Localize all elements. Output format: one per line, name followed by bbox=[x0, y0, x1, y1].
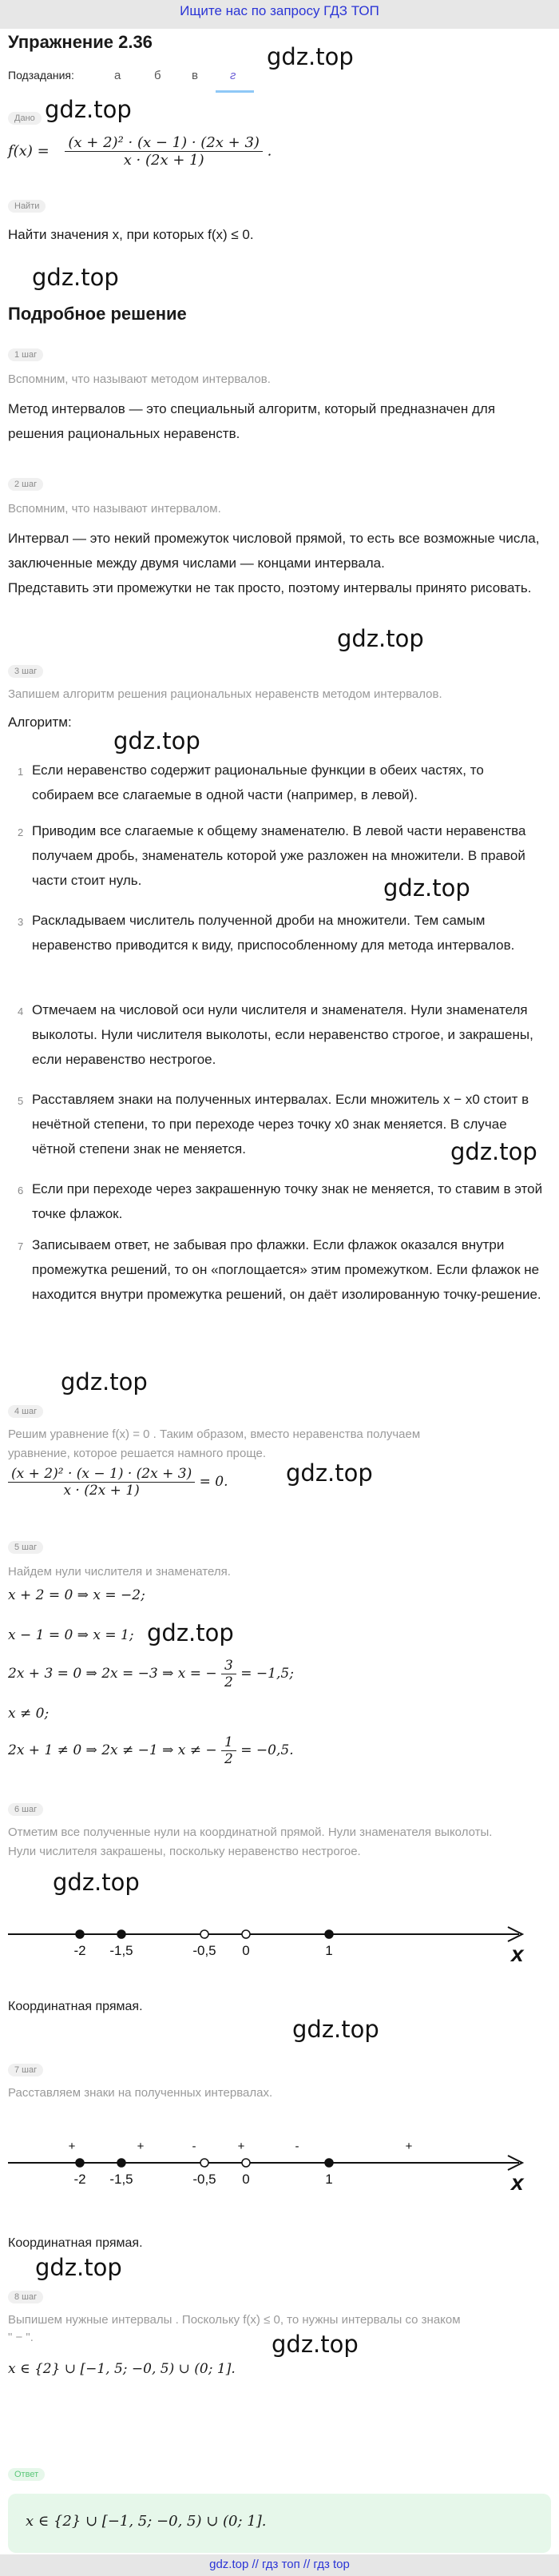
step-badge: 6 шаг bbox=[8, 1803, 43, 1816]
list-item: Раскладываем числитель полученной дроби на множители. Тем самым неравенство приводится к виду, приспособленному для метода интервалов. bbox=[32, 913, 515, 953]
given-end: . bbox=[267, 142, 272, 160]
tick-label: 1 bbox=[325, 1943, 333, 1958]
watermark: gdz.top bbox=[272, 2331, 359, 2358]
step-note: Выпишем нужные интервалы . Поскольку f(x) ≤ 0, то нужны интервалы со знаком bbox=[8, 2313, 461, 2327]
tab-b[interactable]: б bbox=[154, 69, 161, 82]
fraction-one-half bbox=[221, 1734, 236, 1767]
list-item: Если при переходе через закрашенную точку знак не меняется, то ставим в этой точке флажок. bbox=[32, 1181, 543, 1221]
find-text: Найти значения x, при которых f(x) ≤ 0. bbox=[8, 227, 254, 242]
watermark: gdz.top bbox=[113, 727, 200, 754]
page-title: Упражнение 2.36 bbox=[8, 32, 153, 52]
step-badge: 5 шаг bbox=[8, 1541, 43, 1554]
tab-a[interactable]: а bbox=[114, 69, 121, 82]
tab-v[interactable]: в bbox=[192, 69, 198, 82]
given-formula bbox=[8, 134, 272, 169]
watermark: gdz.top bbox=[45, 96, 132, 123]
step-badge: 8 шаг bbox=[8, 2291, 43, 2303]
step-note: Запишем алгоритм решения рациональных неравенств методом интервалов. bbox=[8, 687, 442, 701]
step-text: Интервал — это некий промежуток числовой прямой, то есть все возможные числа, заключенные между двумя числами — концами интервала. bbox=[8, 531, 540, 571]
watermark: gdz.top bbox=[147, 1619, 234, 1646]
step-note: Решим уравнение f(x) = 0 . Таким образом, вместо неравенства получаем bbox=[8, 1427, 421, 1441]
step-note: Нули числителя закрашены, поскольку неравенство нестрогое. bbox=[8, 1845, 361, 1858]
watermark: gdz.top bbox=[383, 874, 470, 902]
list-number: 3 bbox=[18, 916, 24, 928]
tick-label: -2 bbox=[73, 2172, 86, 2187]
step-badge: 4 шаг bbox=[8, 1405, 43, 1418]
point-marker bbox=[325, 2159, 333, 2167]
tick-label: -0,5 bbox=[192, 2172, 216, 2187]
axis-label: x bbox=[511, 1941, 524, 1966]
given-lhs: f(x) = bbox=[8, 142, 50, 160]
answer-box bbox=[8, 2494, 551, 2553]
list-item: Расставляем знаки на полученных интервалах. Если множитель x − x0 стоит в нечётной степени, то при переходе через точку x0 знак меняется. В случае чётной степени знак не меняется. bbox=[32, 1092, 529, 1157]
tick-label: -2 bbox=[73, 1943, 86, 1958]
watermark: gdz.top bbox=[267, 43, 354, 70]
list-number: 4 bbox=[18, 1005, 24, 1017]
list-number: 2 bbox=[18, 826, 24, 838]
equation bbox=[8, 1466, 228, 1499]
watermark: gdz.top bbox=[450, 1138, 537, 1165]
watermark: gdz.top bbox=[32, 264, 119, 291]
list-item: Отмечаем на числовой оси нули числителя и знаменателя. Нули знаменателя выколоты. Нули числителя выколоты, если неравенство строгое, и закрашены, если неравенство нестрогое. bbox=[32, 1002, 533, 1067]
step-note: Отметим все полученные нули на координатной прямой. Нули знаменателя выколоты. bbox=[8, 1825, 493, 1839]
solution-title: Подробное решение bbox=[8, 304, 187, 324]
watermark: gdz.top bbox=[35, 2254, 122, 2281]
zero-line-1: x + 2 = 0 ⇒ x = −2; bbox=[8, 1587, 145, 1603]
list-number: 7 bbox=[18, 1240, 24, 1252]
zero-line-2: x − 1 = 0 ⇒ x = 1; bbox=[8, 1627, 134, 1643]
zero-line-5-right: = −0,5. bbox=[240, 1742, 294, 1758]
list-number: 5 bbox=[18, 1095, 24, 1107]
number-line-caption: Координатная прямая. bbox=[8, 2236, 143, 2250]
footer-links[interactable]: gdz.top // гдз топ // гдз top bbox=[0, 2554, 559, 2576]
interval-sign: + bbox=[237, 2140, 245, 2153]
step-text: Метод интервалов — это специальный алгоритм, который предназначен для решения рациональных неравенств. bbox=[8, 401, 496, 441]
interval-sign: - bbox=[192, 2140, 196, 2153]
list-number: 6 bbox=[18, 1184, 24, 1196]
step-badge: 2 шаг bbox=[8, 478, 43, 491]
algorithm-lead: Алгоритм: bbox=[8, 715, 72, 730]
point-marker bbox=[242, 2159, 250, 2167]
point-marker bbox=[76, 1930, 84, 1938]
step-note: Найдем нули числителя и знаменателя. bbox=[8, 1565, 231, 1579]
point-marker bbox=[200, 2159, 208, 2167]
point-marker bbox=[117, 1930, 125, 1938]
step-text: Представить эти промежутки не так просто, поэтому интервалы принято рисовать. bbox=[8, 580, 532, 595]
watermark: gdz.top bbox=[53, 1869, 140, 1896]
subtask-tabs bbox=[96, 61, 280, 93]
frac-den: 2 bbox=[224, 1751, 233, 1767]
number-line-2 bbox=[0, 2116, 559, 2204]
tick-label: -1,5 bbox=[109, 1943, 133, 1958]
watermark: gdz.top bbox=[61, 1368, 148, 1395]
frac-num: 1 bbox=[221, 1734, 236, 1751]
active-tab-indicator bbox=[216, 90, 254, 93]
tick-label: 0 bbox=[242, 1943, 250, 1958]
answer-badge: Ответ bbox=[8, 2468, 45, 2481]
point-marker bbox=[117, 2159, 125, 2167]
tick-label: 1 bbox=[325, 2172, 333, 2187]
tick-label: -1,5 bbox=[109, 2172, 133, 2187]
step-note: " − ". bbox=[8, 2331, 34, 2344]
frac-num: 3 bbox=[221, 1658, 236, 1674]
fraction-three-halves bbox=[221, 1658, 236, 1690]
zero-line-5 bbox=[8, 1734, 294, 1767]
interval-sign: + bbox=[405, 2140, 413, 2153]
interval-sign: + bbox=[68, 2140, 76, 2153]
interval-sign: + bbox=[137, 2140, 145, 2153]
step-note: Расставляем знаки на полученных интервалах. bbox=[8, 2086, 273, 2100]
watermark: gdz.top bbox=[337, 625, 424, 652]
watermark: gdz.top bbox=[286, 1459, 373, 1487]
step-note: Вспомним, что называют интервалом. bbox=[8, 502, 221, 516]
top-banner bbox=[0, 0, 559, 29]
answer-text: x ∈ {2} ∪ [−1, 5; −0, 5) ∪ (0; 1]. bbox=[26, 2513, 267, 2530]
equation-rhs: = 0. bbox=[199, 1474, 228, 1490]
number-line-1 bbox=[0, 1899, 559, 1979]
zero-line-3-right: = −1,5; bbox=[240, 1666, 294, 1682]
zero-line-3-left: 2x + 3 = 0 ⇒ 2x = −3 ⇒ x = − bbox=[8, 1666, 217, 1682]
zero-line-4: x ≠ 0; bbox=[8, 1706, 50, 1722]
zero-line-3 bbox=[8, 1658, 294, 1690]
point-marker bbox=[325, 1930, 333, 1938]
equation-fraction bbox=[8, 1466, 195, 1499]
step-note: уравнение, которое решается намного проще. bbox=[8, 1447, 267, 1460]
given-badge: Дано bbox=[8, 112, 42, 125]
tick-label: -0,5 bbox=[192, 1943, 216, 1958]
find-badge: Найти bbox=[8, 200, 46, 213]
step-badge: 1 шаг bbox=[8, 348, 43, 361]
list-item: Записываем ответ, не забывая про флажки. Если флажок оказался внутри промежутка решений, то он «поглощается» этим промежутком. Если флажок не находится внутри промежутка решений, он даёт изолированную точку-решение. bbox=[32, 1237, 541, 1302]
watermark: gdz.top bbox=[292, 2016, 379, 2043]
point-marker bbox=[242, 1930, 250, 1938]
subtasks-label: Подзадания: bbox=[8, 69, 74, 82]
axis-label: x bbox=[511, 2170, 524, 2195]
zero-line-5-left: 2x + 1 ≠ 0 ⇒ 2x ≠ −1 ⇒ x ≠ − bbox=[8, 1742, 217, 1758]
tick-label: 0 bbox=[242, 2172, 250, 2187]
given-fraction bbox=[65, 134, 263, 169]
step8-result: x ∈ {2} ∪ [−1, 5; −0, 5) ∪ (0; 1]. bbox=[8, 2361, 236, 2377]
given-denominator: x · (2x + 1) bbox=[123, 152, 204, 169]
top-banner-text[interactable]: Ищите нас по запросу ГДЗ ТОП bbox=[180, 3, 379, 18]
tab-g[interactable]: г bbox=[230, 69, 236, 82]
point-marker bbox=[200, 1930, 208, 1938]
interval-sign: - bbox=[295, 2140, 299, 2153]
step-badge: 7 шаг bbox=[8, 2064, 43, 2076]
list-number: 1 bbox=[18, 766, 24, 778]
frac-den: 2 bbox=[224, 1674, 233, 1690]
number-line-caption: Координатная прямая. bbox=[8, 2000, 143, 2013]
point-marker bbox=[76, 2159, 84, 2167]
list-item: Приводим все слагаемые к общему знаменателю. В левой части неравенства получаем дробь, знаменатель которой уже разложен на множители. В правой части стоит нуль. bbox=[32, 823, 526, 888]
list-item: Если неравенство содержит рациональные функции в обеих частях, то собираем все слагаемые в одной части (например, в левой). bbox=[32, 762, 484, 802]
equation-numerator: (x + 2)² · (x − 1) · (2x + 3) bbox=[8, 1466, 195, 1483]
step-note: Вспомним, что называют методом интервалов. bbox=[8, 372, 271, 386]
given-numerator: (x + 2)² · (x − 1) · (2x + 3) bbox=[65, 134, 263, 152]
equation-denominator: x · (2x + 1) bbox=[63, 1483, 140, 1499]
step-badge: 3 шаг bbox=[8, 665, 43, 678]
